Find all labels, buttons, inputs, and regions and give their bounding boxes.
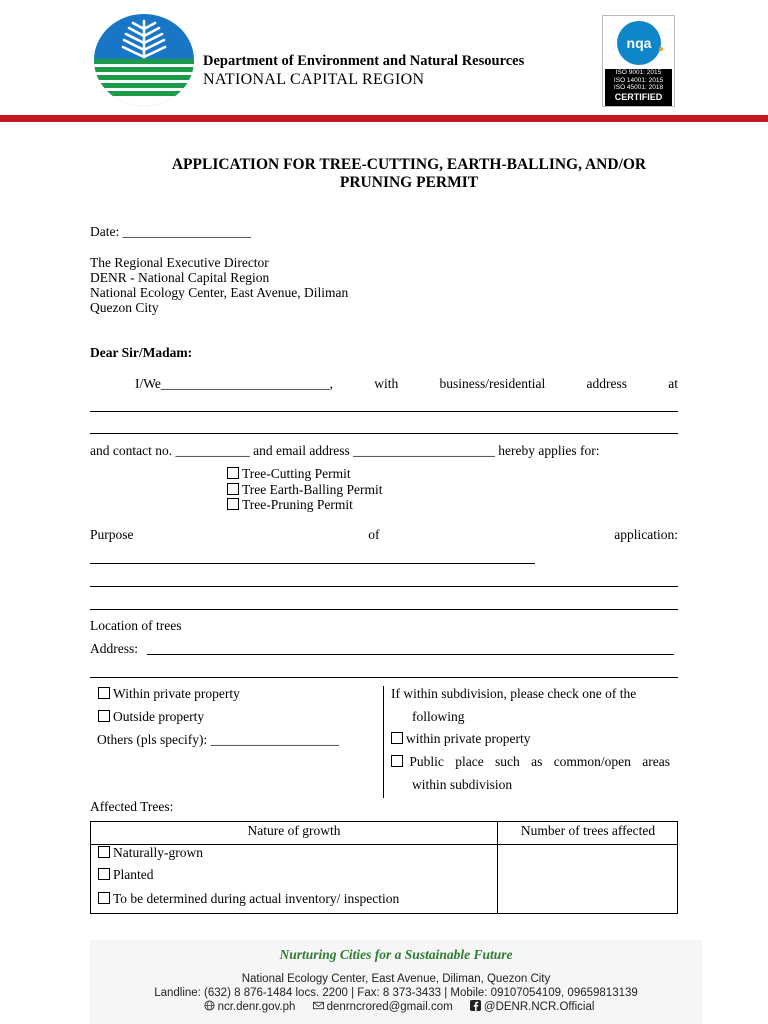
certified-label: CERTIFIED bbox=[614, 91, 663, 102]
purpose-blank-line[interactable] bbox=[90, 563, 535, 564]
location-address-line[interactable] bbox=[90, 677, 678, 678]
footer-facebook[interactable]: @DENR.NCR.Official bbox=[483, 1001, 595, 1013]
addressee-line1: The Regional Executive Director bbox=[90, 255, 269, 270]
option-label: Outside property bbox=[113, 709, 205, 724]
iso-certification-box bbox=[605, 69, 672, 106]
option-label: Planted bbox=[113, 867, 154, 882]
agency-region: NATIONAL CAPITAL REGION bbox=[203, 71, 425, 88]
option-outside-property[interactable] bbox=[98, 709, 204, 725]
intro-word: business/residential bbox=[439, 376, 546, 391]
date-field[interactable]: Date: ___________________ bbox=[90, 224, 251, 239]
option-word: as bbox=[531, 754, 543, 769]
iso-14001: ISO 14001: 2015 bbox=[613, 76, 664, 84]
checkbox[interactable] bbox=[391, 732, 403, 744]
subdivision-instruction: If within subdivision, please check one of the bbox=[391, 686, 637, 701]
purpose-word: of bbox=[368, 527, 380, 542]
purpose-blank-line[interactable] bbox=[90, 586, 678, 587]
permit-option-earth-balling[interactable] bbox=[227, 482, 382, 498]
address-blank-line[interactable] bbox=[90, 433, 678, 434]
option-word: place bbox=[455, 754, 484, 769]
mail-icon bbox=[313, 1000, 324, 1011]
location-address-line[interactable] bbox=[147, 654, 674, 655]
addressee-line3: National Ecology Center, East Avenue, Diliman bbox=[90, 285, 349, 300]
form-title-line2: PRUNING PERMIT bbox=[339, 174, 479, 191]
option-word: such bbox=[495, 754, 520, 769]
intro-line bbox=[135, 376, 678, 392]
addressee-line2: DENR - National Capital Region bbox=[90, 270, 270, 285]
footer-phones: Landline: (632) 8 876-1484 locs. 2200 | Fax: 8 373-3433 | Mobile: 09107054109, 09659813139 bbox=[154, 987, 638, 999]
agency-name: Department of Environment and Natural Resources bbox=[203, 53, 525, 69]
footer-contacts bbox=[90, 1000, 702, 1014]
table-header-count: Number of trees affected bbox=[520, 823, 656, 838]
column-divider bbox=[383, 686, 384, 798]
addressee-line4: Quezon City bbox=[90, 300, 159, 315]
option-label: within private property bbox=[406, 731, 531, 746]
option-public-place-cont: within subdivision bbox=[412, 777, 513, 792]
footer-website[interactable]: ncr.denr.gov.ph bbox=[217, 1001, 296, 1013]
iso-9001: ISO 9001: 2015 bbox=[615, 69, 662, 76]
permit-label: Tree-Pruning Permit bbox=[242, 497, 353, 512]
header-divider bbox=[0, 115, 768, 122]
form-title-line1: APPLICATION FOR TREE-CUTTING, EARTH-BALLING, AND/OR bbox=[171, 156, 647, 173]
purpose-line bbox=[90, 527, 678, 543]
permit-option-pruning[interactable] bbox=[227, 497, 353, 513]
nqa-certification-badge bbox=[602, 15, 675, 107]
salutation: Dear Sir/Madam: bbox=[90, 345, 193, 360]
address-label: Address: bbox=[90, 641, 138, 656]
intro-word: with bbox=[374, 376, 399, 391]
growth-option-tbd[interactable] bbox=[98, 891, 399, 907]
growth-option-planted[interactable] bbox=[98, 867, 154, 883]
checkbox[interactable] bbox=[227, 483, 239, 495]
permit-label: Tree-Cutting Permit bbox=[242, 466, 351, 481]
checkbox[interactable] bbox=[98, 687, 110, 699]
nqa-logo: nqa bbox=[617, 21, 661, 65]
purpose-word: Purpose bbox=[90, 527, 134, 542]
option-word: Public bbox=[409, 754, 444, 769]
checkbox[interactable] bbox=[98, 710, 110, 722]
affected-trees-label: Affected Trees: bbox=[90, 799, 174, 814]
affected-trees-table bbox=[90, 821, 678, 914]
others-specify-field[interactable]: Others (pls specify): ___________________ bbox=[97, 732, 339, 747]
globe-icon bbox=[204, 1000, 215, 1011]
checkbox[interactable] bbox=[98, 846, 110, 858]
purpose-word: application: bbox=[614, 527, 678, 542]
permit-label: Tree Earth-Balling Permit bbox=[242, 482, 383, 497]
checkbox[interactable] bbox=[98, 892, 110, 904]
applicant-name-field[interactable]: I/We_________________________, bbox=[135, 376, 334, 391]
option-within-private-property[interactable] bbox=[98, 686, 240, 702]
table-header-nature: Nature of growth bbox=[247, 823, 341, 838]
option-subdivision-private[interactable] bbox=[391, 731, 530, 747]
contact-line[interactable]: and contact no. ___________ and email address _____________________ hereby applies for: bbox=[90, 443, 600, 458]
location-label: Location of trees bbox=[90, 618, 182, 633]
denr-logo bbox=[93, 13, 195, 107]
option-label: Within private property bbox=[113, 686, 240, 701]
option-label: Naturally-grown bbox=[113, 845, 203, 860]
option-word: areas bbox=[642, 754, 670, 769]
footer-motto: Nurturing Cities for a Sustainable Future bbox=[279, 947, 513, 962]
checkbox[interactable] bbox=[391, 755, 403, 767]
option-label: To be determined during actual inventory/ inspection bbox=[113, 891, 400, 906]
growth-option-natural[interactable] bbox=[98, 845, 203, 861]
checkbox[interactable] bbox=[98, 868, 110, 880]
tree-count-cell[interactable] bbox=[498, 845, 677, 913]
checkbox[interactable] bbox=[227, 498, 239, 510]
permit-option-tree-cutting[interactable] bbox=[227, 466, 351, 482]
nqa-logo-dot bbox=[659, 47, 663, 51]
option-public-place[interactable] bbox=[391, 754, 670, 770]
option-word: common/open bbox=[553, 754, 631, 769]
facebook-icon bbox=[470, 1000, 481, 1011]
checkbox[interactable] bbox=[227, 467, 239, 479]
footer-email[interactable]: denrncrored@gmail.com bbox=[326, 1001, 453, 1013]
intro-word: address bbox=[586, 376, 627, 391]
intro-word: at bbox=[668, 376, 678, 391]
iso-45001: ISO 45001: 2018 bbox=[613, 84, 664, 91]
footer-address: National Ecology Center, East Avenue, Diliman, Quezon City bbox=[241, 973, 551, 985]
purpose-blank-line[interactable] bbox=[90, 609, 678, 610]
subdivision-instruction-cont: following bbox=[412, 709, 465, 724]
address-blank-line[interactable] bbox=[90, 411, 678, 412]
